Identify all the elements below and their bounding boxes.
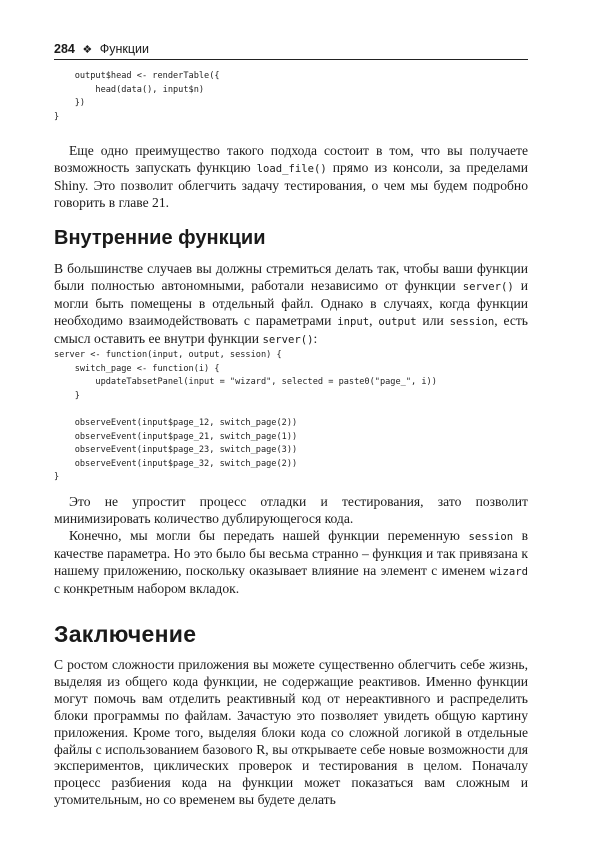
inline-code: session: [449, 315, 495, 328]
text-run: прямо из консоли, за пределами Shiny. Это позволит облегчить задачу тестирования, о чем мы будем подробно говорить в главе 21.: [54, 159, 528, 210]
inline-code: input: [337, 315, 370, 328]
diamond-separator-icon: ❖: [82, 44, 93, 56]
text-run: Конечно, мы могли бы передать нашей функции переменную: [69, 528, 469, 543]
text-run: Еще одно преимущество такого подхода состоит в том, что вы получаете возможность запускать функцию: [54, 143, 528, 175]
paragraph-debugging: [54, 494, 528, 528]
text-run: или: [416, 312, 450, 328]
running-header: [54, 42, 528, 60]
inline-code: session: [468, 531, 514, 543]
text-run: С ростом сложности приложения вы можете существенно облегчить себе жизнь, выделяя из общего кода функции, не содержащие реактивов. Именно функции могут помочь вам отделить реактивный код от нереактивного и распределить блоки программы по файлам. Зачастую это позволяет увидеть общую картину приложения. Кроме того, выделяя блоки кода со сложной логикой в отдельные файлы с использованием базового R, вы открываете себе новые возможности для экспериментов, циклических проверок и тестирования в целом. Поначалу процесс разбиения кода на функции может показаться вам сложным и утомительным, но со временем вы будете делать: [54, 657, 528, 808]
text-run: и могли быть помещены в отдельный файл. Однако в случаях, когда функции необходимо взаимодействовать с параметрами: [54, 277, 528, 328]
text-run: ,: [369, 312, 379, 328]
text-run: :: [313, 330, 318, 346]
paragraph-session-parameter: [54, 528, 528, 598]
code-block-render-table: output$head <- renderTable({ head(data(), input$n) }) }: [54, 71, 220, 122]
text-run: с конкретным набором вкладок.: [54, 580, 240, 596]
header-rule: [54, 59, 528, 60]
inline-code: server(): [262, 333, 314, 346]
heading-internal-functions: Внутренние функции: [54, 227, 266, 249]
inline-code: load_file(): [256, 162, 327, 175]
text-run: Это не упростит процесс отладки и тестирования, зато позволит минимизировать количество дублирующегося кода.: [54, 494, 528, 526]
paragraph-conclusion: [54, 657, 528, 809]
inline-code: server(): [462, 280, 514, 293]
heading-conclusion: Заключение: [54, 621, 197, 647]
text-run: , есть смысл оставить ее внутри функции: [54, 312, 529, 346]
text-run: В большинстве случаев вы должны стремиться делать так, чтобы ваши функции были полностью автономными, работали независимо от функции: [54, 261, 528, 293]
inline-code: wizard: [489, 565, 528, 578]
running-header-section: Функции: [99, 42, 149, 56]
text-run: в качестве параметра. Но это было бы весьма странно – функция и так привязана к нашему приложению, поскольку оказывает влияние на элемент с именем: [54, 528, 528, 578]
inline-code: output: [378, 315, 417, 328]
paragraph-load-file: [54, 143, 528, 212]
paragraph-autonomous-functions: [54, 261, 528, 349]
code-block-server-function: server <- function(input, output, session) { switch_page <- function(i) { updateTabsetPanel(input = "wizard", selected = paste0("page_", i)) } observeEvent(input$page_12, switch_page(2)) observeEvent(input$page_21, switch_page(1)) observeEvent(input$page_23, switch_page(3)) observeEvent(input$page_32, switch_page(2)) }: [54, 350, 437, 483]
page-number: 284: [54, 42, 75, 56]
